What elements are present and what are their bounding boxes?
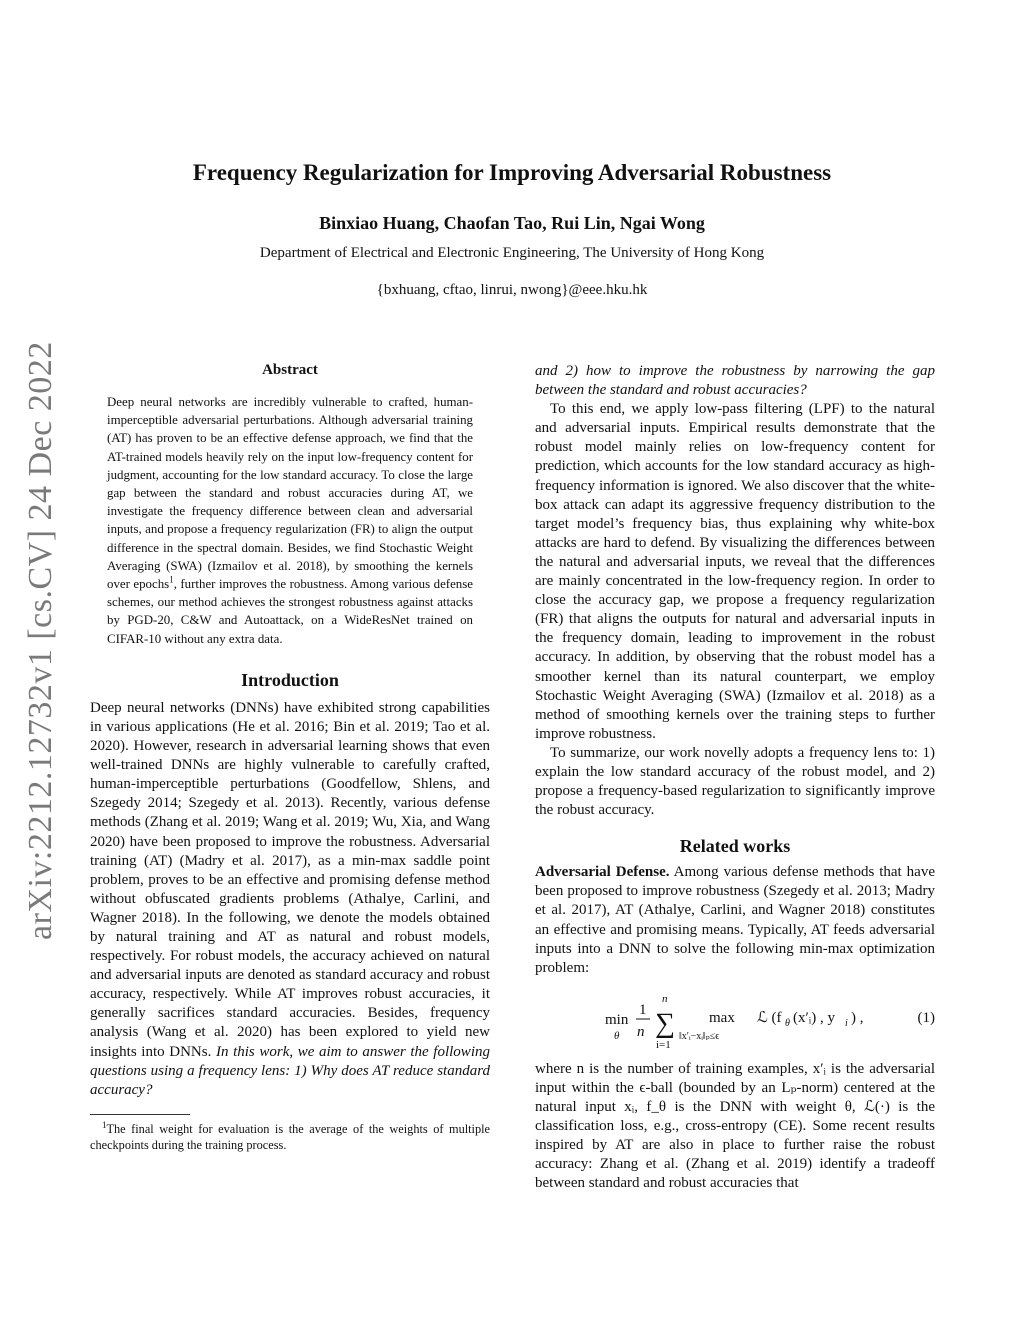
author-emails[interactable]: {bxhuang, cftao, linrui, nwong}@eee.hku.hk [376,282,648,298]
abstract-heading: Abstract [262,362,318,378]
summary-paragraph: To summarize, our work novelly adopts a frequency lens to: 1) explain the low standard accuracy of the robust model, and 2) propose a frequency-based regularization to significantly improve the robust accuracy. [535,744,935,819]
introduction-question: In this work, we aim to answer the following questions using a frequency lens: 1) Why does AT reduce standard accuracy? [90,1043,490,1098]
svg-text:1: 1 [639,1001,647,1018]
footnote-reference[interactable]: 1 [169,574,174,585]
affiliation: Department of Electrical and Electronic Engineering, The University of Hong Kong [259,245,765,261]
abstract-text-part-a: Deep neural networks are incredibly vulnerable to crafted, human-imperceptible adversarial perturbations. Although adversarial training (AT) has proven to be an effective defense approach, we find that the AT-trained models heavily rely on the input low-frequency content for judgment, accounting for the low standard accuracy. To close the large gap between the standard and robust accuracies during AT, we investigate the frequency difference between clean and adversarial inputs, and propose a frequency regularization (FR) to align the output difference in the spectral domain. Besides, we find Stochastic Weight Averaging (SWA) (Izmailov et al. 2018), by smoothing the kernels over epochs [107,395,473,592]
svg-text:‖x′ᵢ−xᵢ‖ₚ≤ϵ: ‖x′ᵢ−xᵢ‖ₚ≤ϵ [679,1030,720,1042]
svg-text:i: i [845,1017,848,1029]
svg-text:n: n [662,992,668,1005]
adversarial-defense-runin: Adversarial Defense. [535,864,670,881]
abstract-text-part-b: , further improves the robustness. Among various defense schemes, our method achieves the strongest robustness against attacks by PGD-20, C&W and Autoattack, on a WideResNet trained on CIFAR-10 without any extra data. [107,577,473,646]
svg-text:i=1: i=1 [656,1038,671,1051]
footnote-mark: 1 [102,1119,107,1130]
svg-text:θ: θ [785,1017,790,1029]
method-paragraph: To this end, we apply low-pass filtering (LPF) to the natural and adversarial inputs. Empirical results demonstrate that the robust model mainly relies on low-frequency content for prediction, which accounts for the low standard accuracy as high-frequency information is ignored. We also discover that the white-box attack can adapt its aggressive frequency distribution to the target model’s frequency bias, thus explaining why white-box attacks are hard to defend. By visualizing the differences between the natural and adversarial inputs, we reveal that the differences are mainly concentrated in the low-frequency region. In order to close the accuracy gap, we propose a frequency regularization (FR) that aligns the outputs for natural and adversarial inputs in the frequency domain, leading to improvement in the robust accuracy. In addition, by observing that the robust model has a smoother kernel than its natural counterpart, we employ Stochastic Weight Averaging (SWA) (Izmailov et al. 2018) as a method of smoothing kernels over the training steps to further improve robustness. [535,401,935,742]
svg-text:(x′ᵢ) , y: (x′ᵢ) , y [793,1009,835,1026]
related-works-heading: Related works [679,836,791,857]
adversarial-defense-paragraph [535,863,935,978]
min-max-equation [605,988,895,1054]
footnote-divider [90,1114,190,1115]
equation-explanation: where n is the number of training examples, x′ᵢ is the adversarial input within the ϵ-ball (bounded by an Lₚ-norm) centered at the natural input xᵢ, f_θ is the DNN with weight θ, ℒ(·) is the classification loss, e.g., cross-entropy (CE). Some recent results inspired by AT are also in place to further raise the robust accuracy: Zhang et al. (Zhang et al. 2019) identify a tradeoff between standard and robust accuracies that [535,1060,935,1192]
footnote [90,1121,490,1153]
adversarial-defense-text: Among various defense methods that have been proposed to improve robustness (Szegedy et al. 2013; Madry et al. 2017), AT (Athalye, Carlini, and Wagner 2018) constitutes an effective and promising means. Typically, AT feeds adversarial inputs into a DNN to solve the following min-max optimization problem: [535,864,935,976]
right-column [535,362,935,1193]
introduction-paragraph [90,699,490,1100]
equation-number: (1) [917,1009,935,1026]
paper-title: Frequency Regularization for Improving Adversarial Robustness [192,160,832,185]
equation-1 [535,988,935,1054]
svg-text:θ: θ [614,1029,620,1042]
question-continuation: and 2) how to improve the robustness by narrowing the gap between the standard and robust accuracies? [535,363,935,399]
introduction-text: Deep neural networks (DNNs) have exhibited strong capabilities in various applications (He et al. 2016; Bin et al. 2019; Tao et al. 2020). However, research in adversarial learning shows that even well-trained DNNs are highly vulnerable to carefully crafted, human-imperceptible perturbations (Goodfellow, Shlens, and Szegedy 2014; Szegedy et al. 2013). Recently, various defense methods (Zhang et al. 2019; Wang et al. 2019; Wu, Xia, and Wang 2020) have been proposed to improve the robustness. Adversarial training (AT) (Madry et al. 2017), as a min-max saddle point problem, proves to be an effective and promising defense method without obfuscated gradients problems (Athalye, Carlini, and Wagner 2018). In the following, we denote the models obtained by natural training and AT as natural and robust models, respectively. For robust models, the accuracy achieved on natural and adversarial inputs are denoted as standard accuracy and robust accuracy, respectively. While AT improves robust accuracies, it generally sacrifices standard accuracies. Besides, frequency analysis (Wang et al. 2020) has been explored to yield new insights into DNNs. [90,699,490,1060]
abstract-text [107,393,473,648]
introduction-heading: Introduction [241,669,339,690]
author-list: Binxiao Huang, Chaofan Tao, Rui Lin, Ngai Wong [319,213,705,233]
svg-text:∑: ∑ [655,1007,675,1039]
svg-text:) ,: ) , [851,1009,864,1026]
svg-text:max: max [709,1009,735,1026]
svg-text:n: n [637,1023,645,1040]
arxiv-identifier[interactable]: arXiv:2212.12732v1 [cs.CV] 24 Dec 2022 [22,341,59,940]
left-column [90,362,490,1153]
svg-text:ℒ (f: ℒ (f [757,1009,782,1026]
svg-text:min: min [605,1011,629,1028]
footnote-text: The final weight for evaluation is the average of the weights of multiple checkpoints during the training process. [90,1121,490,1152]
